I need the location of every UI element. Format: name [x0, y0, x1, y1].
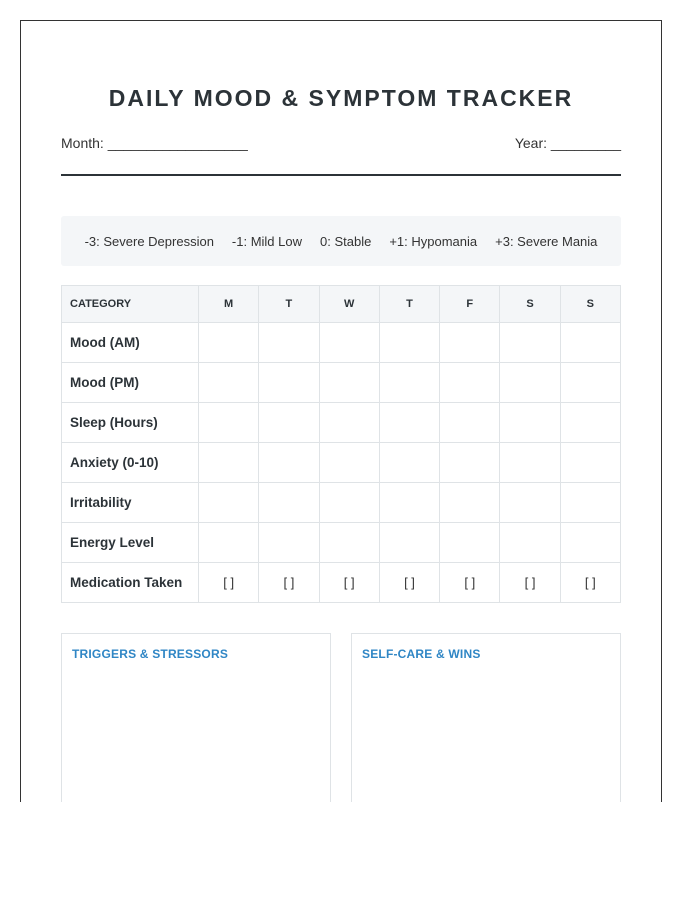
entry-cell[interactable] [199, 323, 259, 363]
month-field[interactable]: Month: __________________ [61, 135, 248, 151]
triggers-stressors-title: TRIGGERS & STRESSORS [72, 647, 229, 661]
table-header-row [62, 286, 621, 323]
triggers-stressors-box[interactable] [61, 633, 331, 802]
row-label: Irritability [62, 483, 199, 523]
entry-cell[interactable] [500, 443, 560, 483]
entry-cell[interactable] [259, 403, 319, 443]
entry-cell[interactable] [440, 523, 500, 563]
medication-checkbox[interactable]: [ ] [259, 563, 319, 603]
entry-cell[interactable] [319, 443, 379, 483]
entry-cell[interactable] [199, 403, 259, 443]
year-field[interactable]: Year: _________ [514, 135, 621, 151]
entry-cell[interactable] [379, 523, 439, 563]
entry-cell[interactable] [560, 483, 620, 523]
entry-cell[interactable] [319, 403, 379, 443]
entry-cell[interactable] [259, 483, 319, 523]
weekly-tracker-table [61, 285, 621, 603]
entry-cell[interactable] [560, 443, 620, 483]
day-header-fri: F [440, 286, 500, 323]
entry-cell[interactable] [319, 363, 379, 403]
medication-checkbox[interactable]: [ ] [319, 563, 379, 603]
self-care-wins-box[interactable] [351, 633, 621, 802]
legend-item-severe-depression: -3: Severe Depression [84, 233, 214, 249]
medication-checkbox[interactable]: [ ] [500, 563, 560, 603]
entry-cell[interactable] [560, 523, 620, 563]
table-row [62, 483, 621, 523]
table-row [62, 323, 621, 363]
table-row [62, 563, 621, 603]
legend-item-stable: 0: Stable [320, 233, 372, 249]
day-header-tue: T [259, 286, 319, 323]
legend-item-hypomania: +1: Hypomania [389, 233, 478, 249]
medication-checkbox[interactable]: [ ] [440, 563, 500, 603]
entry-cell[interactable] [259, 443, 319, 483]
entry-cell[interactable] [199, 483, 259, 523]
day-header-sat: S [500, 286, 560, 323]
entry-cell[interactable] [500, 523, 560, 563]
entry-cell[interactable] [259, 523, 319, 563]
entry-cell[interactable] [259, 323, 319, 363]
row-label: Energy Level [62, 523, 199, 563]
entry-cell[interactable] [199, 523, 259, 563]
table-row [62, 403, 621, 443]
entry-cell[interactable] [440, 403, 500, 443]
table-row [62, 443, 621, 483]
entry-cell[interactable] [379, 323, 439, 363]
self-care-wins-title: SELF-CARE & WINS [362, 647, 481, 661]
entry-cell[interactable] [500, 403, 560, 443]
page-title: DAILY MOOD & SYMPTOM TRACKER [108, 85, 574, 111]
tracker-page [20, 20, 662, 802]
category-header: CATEGORY [62, 286, 199, 323]
entry-cell[interactable] [560, 403, 620, 443]
entry-cell[interactable] [440, 363, 500, 403]
entry-cell[interactable] [560, 323, 620, 363]
entry-cell[interactable] [379, 403, 439, 443]
day-header-thu: T [379, 286, 439, 323]
legend-item-mild-low: -1: Mild Low [231, 233, 302, 249]
entry-cell[interactable] [319, 323, 379, 363]
medication-checkbox[interactable]: [ ] [560, 563, 620, 603]
entry-cell[interactable] [440, 443, 500, 483]
day-header-mon: M [199, 286, 259, 323]
row-label: Anxiety (0-10) [62, 443, 199, 483]
medication-checkbox[interactable]: [ ] [199, 563, 259, 603]
row-label: Medication Taken [62, 563, 199, 603]
entry-cell[interactable] [500, 323, 560, 363]
entry-cell[interactable] [319, 523, 379, 563]
entry-cell[interactable] [319, 483, 379, 523]
entry-cell[interactable] [500, 363, 560, 403]
legend-item-severe-mania: +3: Severe Mania [495, 233, 598, 249]
day-header-sun: S [560, 286, 620, 323]
table-row [62, 363, 621, 403]
mood-scale-legend [61, 216, 621, 266]
day-header-wed: W [319, 286, 379, 323]
entry-cell[interactable] [440, 483, 500, 523]
entry-cell[interactable] [379, 483, 439, 523]
entry-cell[interactable] [379, 363, 439, 403]
row-label: Mood (PM) [62, 363, 199, 403]
entry-cell[interactable] [440, 323, 500, 363]
entry-cell[interactable] [500, 483, 560, 523]
row-label: Sleep (Hours) [62, 403, 199, 443]
entry-cell[interactable] [259, 363, 319, 403]
entry-cell[interactable] [199, 443, 259, 483]
entry-cell[interactable] [199, 363, 259, 403]
entry-cell[interactable] [379, 443, 439, 483]
row-label: Mood (AM) [62, 323, 199, 363]
medication-checkbox[interactable]: [ ] [379, 563, 439, 603]
entry-cell[interactable] [560, 363, 620, 403]
table-row [62, 523, 621, 563]
header-divider [61, 174, 621, 176]
